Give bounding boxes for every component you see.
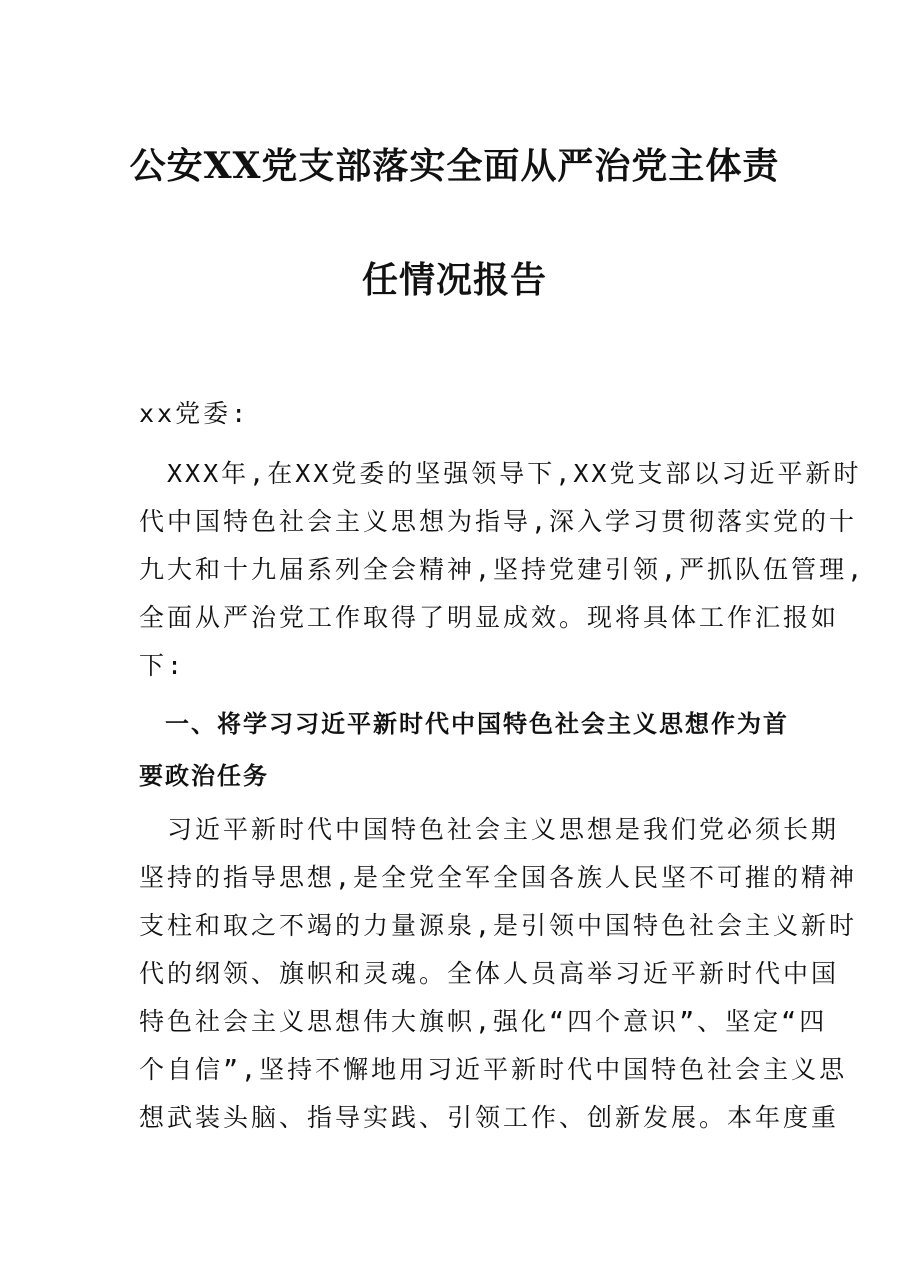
paragraph-line: 代中国特色社会主义思想为指导,深入学习贯彻落实党的十 (139, 507, 858, 536)
salutation: xx党委: (139, 399, 250, 428)
paragraph-line: 想武装头脑、指导实践、引领工作、创新发展。本年度重 (139, 1103, 840, 1132)
paragraph-line: 下: (139, 651, 186, 680)
document-title-line-2: 任情况报告 (361, 259, 547, 301)
paragraph-line: 代的纲领、旗帜和灵魂。全体人员高举习近平新时代中国 (139, 959, 840, 988)
section-heading-1 (139, 700, 789, 804)
heading-line: 一、将学习习近平新时代中国特色社会主义思想作为首 (139, 710, 789, 738)
paragraph-line: 九大和十九届系列全会精神,坚持党建引领,严抓队伍管理, (139, 555, 866, 584)
paragraph-line: XXX年,在XX党委的坚强领导下,XX党支部以习近平新时 (139, 459, 862, 488)
document-title-line-1: 公安XX党支部落实全面从严治党主体责 (129, 145, 780, 187)
paragraph-line: 个自信”,坚持不懈地用习近平新时代中国特色社会主义思 (139, 1055, 848, 1084)
paragraph-intro (139, 450, 866, 690)
paragraph-line: 全面从严治党工作取得了明显成效。现将具体工作汇报如 (139, 603, 840, 632)
paragraph-line: 坚持的指导思想,是全党全军全国各族人民坚不可摧的精神 (139, 863, 858, 892)
heading-line: 要政治任务 (139, 762, 269, 790)
paragraph-line: 习近平新时代中国特色社会主义思想是我们党必须长期 (139, 815, 840, 844)
paragraph-section-1 (139, 806, 858, 1142)
paragraph-line: 支柱和取之不竭的力量源泉,是引领中国特色社会主义新时 (139, 911, 858, 940)
paragraph-line: 特色社会主义思想伟大旗帜,强化“四个意识”、坚定“四 (139, 1007, 828, 1036)
